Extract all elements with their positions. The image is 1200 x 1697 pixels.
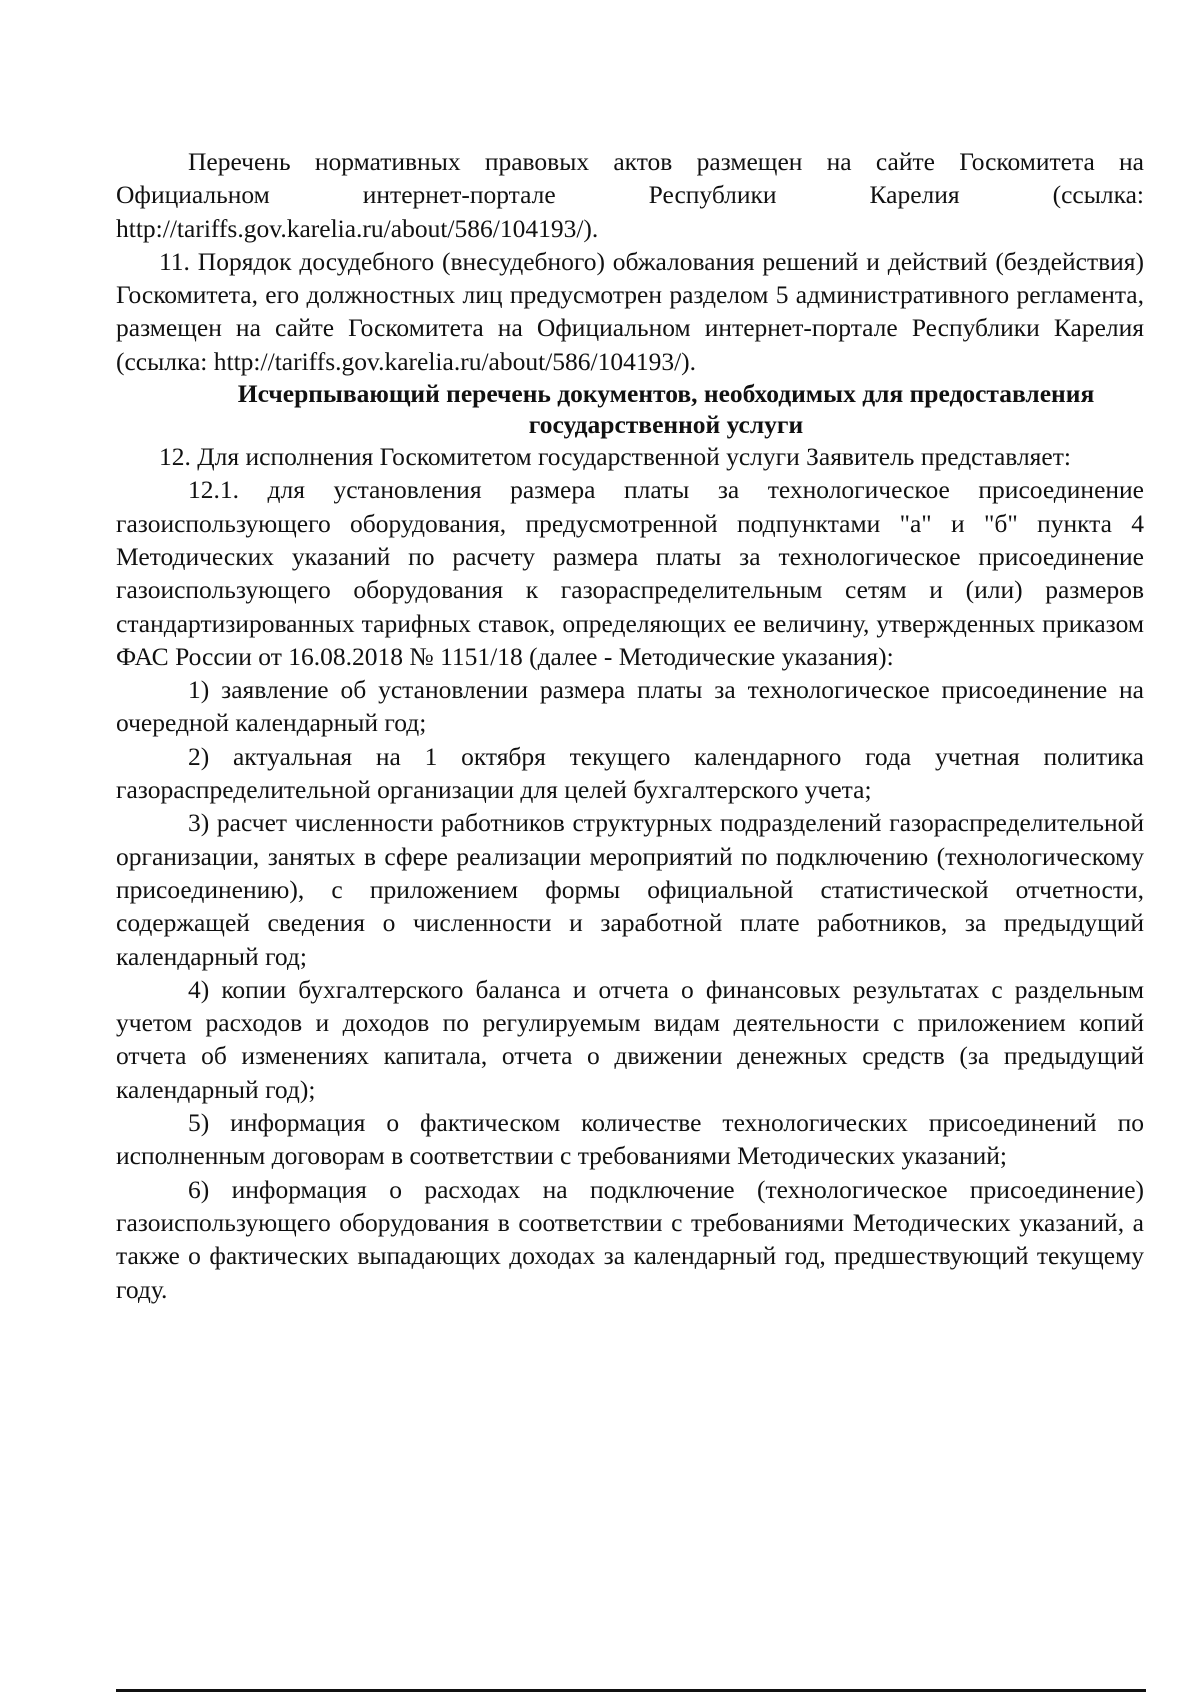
list-item-3: 3) расчет численности работников структурных подразделений газораспределительной организации, занятых в сфере реализации мероприятий по подключению (технологическому присоединению), с приложением формы официальной статистической отчетности, содержащей сведения о численности и заработной плате работников, за предыдущий календарный год; xyxy=(116,808,1144,971)
document-page xyxy=(116,145,1144,1306)
paragraph-12: 12. Для исполнения Госкомитетом государственной услуги Заявитель представляет: xyxy=(159,442,1071,472)
list-item-5: 5) информация о фактическом количестве технологических присоединений по исполненным договорам в соответствии с требованиями Методических указаний; xyxy=(116,1108,1144,1171)
section-heading: Исчерпывающий перечень документов, необходимых для предоставления государственной услуги xyxy=(237,379,1095,440)
paragraph-11-appeal-procedure: 11. Порядок досудебного (внесудебного) обжалования решений и действий (бездействия) Госкомитета, его должностных лиц предусмотрен разделом 5 административного регламента, размещен на сайте Госкомитета на Официальном интернет-портале Республики Карелия (ссылка: http://tariffs.gov.karelia.ru/about/586/104193/). xyxy=(116,246,1144,376)
list-item-2: 2) актуальная на 1 октября текущего календарного года учетная политика газораспределительной организации для целей бухгалтерского учета; xyxy=(116,741,1144,805)
paragraph-12-1: 12.1. для установления размера платы за технологическое присоединение газоиспользующего оборудования, предусмотренной подпунктами "а" и "б" пункта 4 Методических указаний по расчету размера платы за технологическое присоединение газоиспользующего оборудования к газораспределительным сетям и (или) размеров стандартизированных тарифных ставок, определяющих ее величину, утвержденных приказом ФАС России от 16.08.2018 № 1151/18 (далее - Методические указания): xyxy=(116,475,1144,671)
list-item-6: 6) информация о расходах на подключение (технологическое присоединение) газоиспользующего оборудования в соответствии с требованиями Методических указаний, а также о фактических выпадающих доходах за календарный год, предшествующий текущему году. xyxy=(116,1174,1144,1304)
paragraph-legal-acts-list: Перечень нормативных правовых актов размещен на сайте Госкомитета на Официальном интернет-портале Республики Карелия (ссылка: http://tariffs.gov.karelia.ru/about/586/104193/). xyxy=(116,147,1144,243)
list-item-4: 4) копии бухгалтерского баланса и отчета о финансовых результатах с раздельным учетом расходов и доходов по регулируемым видам деятельности с приложением копий отчета об изменениях капитала, отчета о движении денежных средств (за предыдущий календарный год); xyxy=(116,974,1144,1104)
list-item-1: 1) заявление об установлении размера платы за технологическое присоединение на очередной календарный год; xyxy=(116,675,1144,738)
footer-rule xyxy=(116,1689,1146,1692)
